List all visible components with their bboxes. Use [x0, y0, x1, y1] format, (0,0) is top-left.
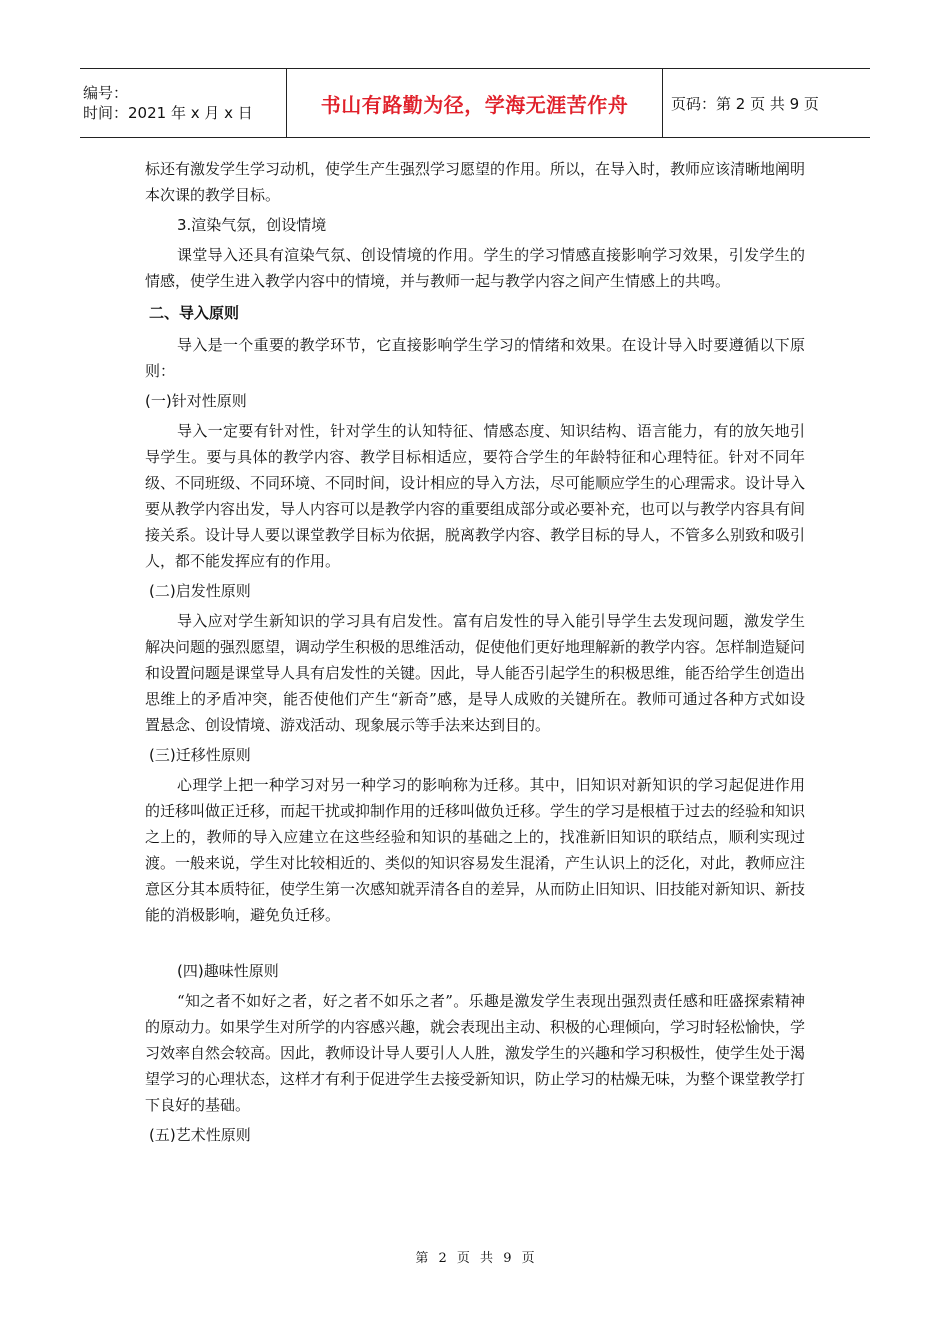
document-body — [145, 156, 805, 1152]
document-number-label: 编号： — [83, 84, 129, 102]
header-left-cell — [80, 69, 286, 137]
paragraph-principle-3: 心理学上把一种学习对另一种学习的影响称为迁移。其中，旧知识对新知识的学习起促进作用的迁移叫做正迁移，而起干扰或抑制作用的迁移叫做负迁移。学生的学习是根植于过去的经验和知识之上的，教师的导入应建立在这些经验和知识的基础之上的，找准新旧知识的联结点，顺利实现过渡。一般来说，学生对比较相近的、类似的知识容易发生混淆，产生认识上的泛化，对此，教师应注意区分其本质特征，使学生第一次感知就弄清各自的差异，从而防止旧知识、旧技能对新知识、新技能的消极影响，避免负迁移。 — [145, 776, 806, 924]
principle-heading-4: (四)趣味性原则 — [177, 962, 279, 980]
header-motto-cell — [286, 69, 663, 137]
subheading-3: 3.渲染气氛，创设情境 — [177, 216, 327, 234]
paragraph-3: 课堂导入还具有渲染气氛、创设情境的作用。学生的学习情感直接影响学习效果，引发学生的情感，使学生进入教学内容中的情境，并与教师一起与教学内容之间产生情感上的共鸣。 — [145, 246, 805, 290]
section-heading-2: 二、导入原则 — [149, 304, 240, 322]
paragraph-continuation: 标还有激发学生学习动机，使学生产生强烈学习愿望的作用。所以，在导入时，教师应该清晰地阐明本次课的教学目标。 — [145, 160, 806, 204]
paragraph-principle-2: 导入应对学生新知识的学习具有启发性。富有启发性的导入能引导学生去发现问题，激发学生解决问题的强烈愿望，调动学生积极的思维活动，促使他们更好地理解新的教学内容。怎样制造疑问和设置问题是课堂导人具有启发性的关键。因此，导人能否引起学生的积极思维，能否给学生创造出思维上的矛盾冲突，能否使他们产生“新奇”感，是导人成败的关键所在。教师可通过各种方式如设置悬念、创设情境、游戏活动、现象展示等手法来达到目的。 — [145, 612, 806, 734]
paragraph-intro: 导入是一个重要的教学环节，它直接影响学生学习的情绪和效果。在设计导入时要遵循以下原则： — [145, 336, 805, 380]
principle-heading-1: (一)针对性原则 — [145, 392, 247, 410]
paragraph-principle-1: 导入一定要有针对性，针对学生的认知特征、情感态度、知识结构、语言能力，有的放矢地引导学生。要与具体的教学内容、教学目标相适应，要符合学生的年龄特征和心理特征。针对不同年级、不同班级、不同环境、不同时间，设计相应的导入方法，尽可能顺应学生的心理需求。设计导入要从教学内容出发，导人内容可以是教学内容的重要组成部分或必要补充，也可以与教学内容具有间接关系。设计导人要以课堂教学目标为依据，脱离教学内容、教学目标的导人，不管多么别致和吸引人，都不能发挥应有的作用。 — [145, 422, 806, 570]
principle-heading-2: (二)启发性原则 — [149, 582, 251, 600]
paragraph-principle-4: “知之者不如好之者，好之者不如乐之者”。乐趣是激发学生表现出强烈责任感和旺盛探索精神的原动力。如果学生对所学的内容感兴趣，就会表现出主动、积极的心理倾向，学习时轻松愉快，学习效率自然会较高。因此，教师设计导人要引人人胜，激发学生的兴趣和学习积极性，使学生处于渴望学习的心理状态，这样才有利于促进学生去接受新知识，防止学习的枯燥无味，为整个课堂教学打下良好的基础。 — [145, 992, 806, 1114]
page-code: 页码：第 2 页 共 9 页 — [671, 94, 819, 113]
document-date-label: 时间：2021 年 x 月 x 日 — [83, 104, 253, 122]
spacer — [145, 928, 805, 954]
principle-heading-3: (三)迁移性原则 — [149, 746, 251, 764]
header-page-cell — [663, 69, 870, 137]
page-footer: 第 2 页 共 9 页 — [415, 1251, 535, 1266]
motto: 书山有路勤为径，学海无涯苦作舟 — [320, 92, 629, 117]
header-table — [80, 68, 870, 138]
principle-heading-5: (五)艺术性原则 — [149, 1126, 251, 1144]
